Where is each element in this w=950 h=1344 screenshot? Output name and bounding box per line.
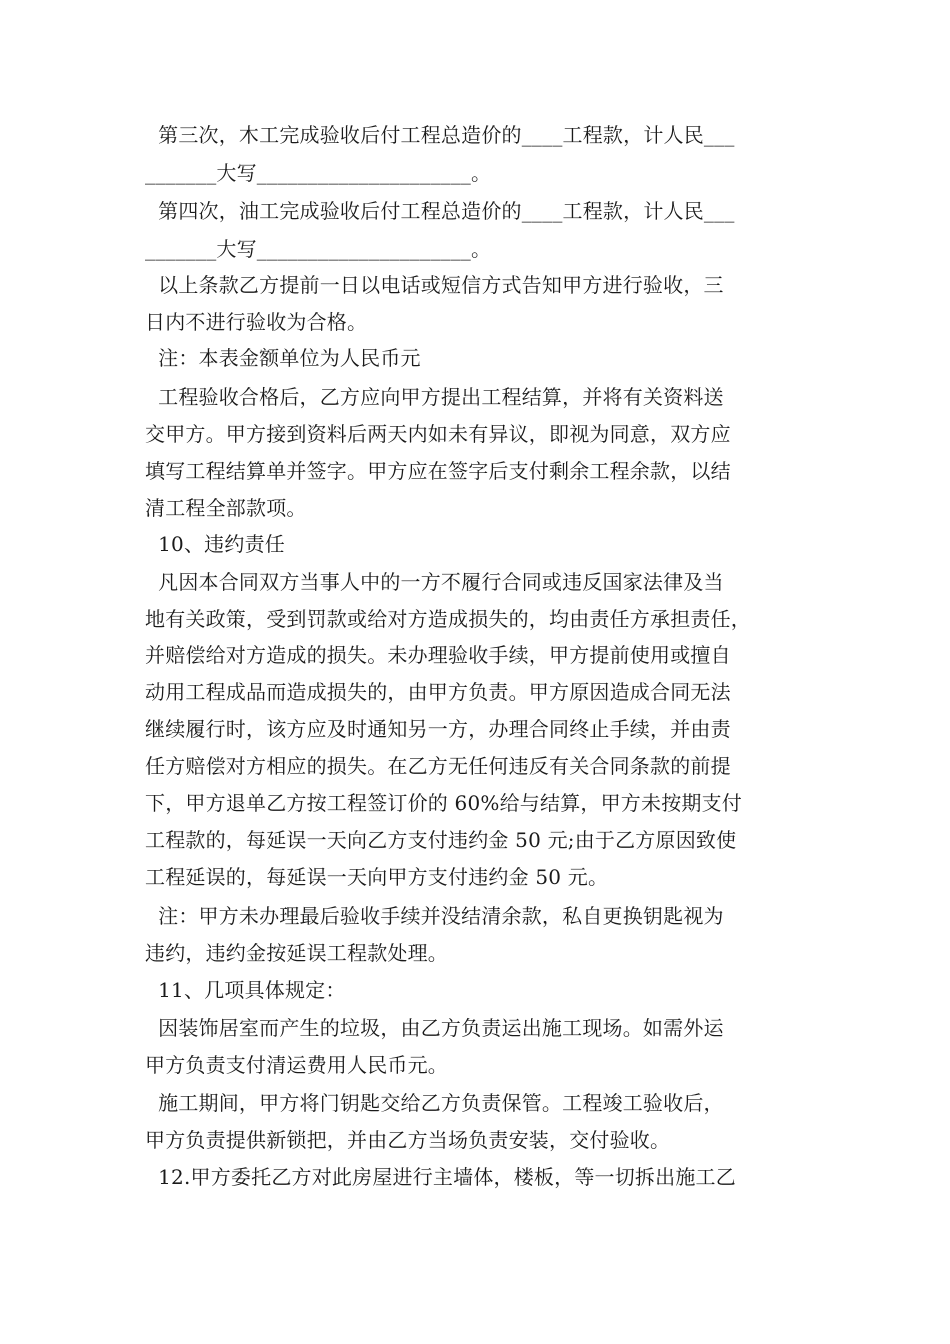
- text-line: 下，甲方退单乙方按工程签订价的 60%给与结算，甲方未按期支付: [145, 791, 743, 815]
- section-heading: 11、几项具体规定：: [145, 978, 346, 1002]
- text-line: 第四次，油工完成验收后付工程总造价的____工程款，计人民___: [145, 199, 735, 223]
- text-line: _______大写_____________________。: [145, 161, 492, 185]
- text-line: _______大写_____________________。: [145, 237, 492, 261]
- text-line: 工程延误的，每延误一天向甲方支付违约金 50 元。: [145, 865, 609, 889]
- text-line: 交甲方。甲方接到资料后两天内如未有异议，即视为同意，双方应: [145, 422, 731, 446]
- text-line: 第三次，木工完成验收后付工程总造价的____工程款，计人民___: [145, 123, 735, 147]
- text-line: 清工程全部款项。: [145, 496, 307, 520]
- text-line: 甲方负责支付清运费用人民币元。: [145, 1053, 448, 1077]
- text-line: 填写工程结算单并签字。甲方应在签字后支付剩余工程余款，以结: [145, 459, 731, 483]
- text-line: 地有关政策，受到罚款或给对方造成损失的，均由责任方承担责任，: [145, 607, 751, 631]
- section-heading: 10、违约责任: [145, 532, 285, 556]
- text-line: 继续履行时，该方应及时通知另一方，办理合同终止手续，并由责: [145, 717, 731, 741]
- text-line: 以上条款乙方提前一日以电话或短信方式告知甲方进行验收，三: [145, 273, 724, 297]
- text-line: 甲方负责提供新锁把，并由乙方当场负责安装，交付验收。: [145, 1128, 671, 1152]
- text-line: 并赔偿给对方造成的损失。未办理验收手续，甲方提前使用或擅自: [145, 643, 731, 667]
- text-line: 任方赔偿对方相应的损失。在乙方无任何违反有关合同条款的前提: [145, 754, 731, 778]
- text-line: 工程款的，每延误一天向乙方支付违约金 50 元;由于乙方原因致使: [145, 828, 737, 852]
- note-line: 注：本表金额单位为人民币元: [145, 346, 421, 370]
- text-line: 工程验收合格后，乙方应向甲方提出工程结算，并将有关资料送: [145, 385, 724, 409]
- section-heading: 12.甲方委托乙方对此房屋进行主墙体，楼板，等一切拆出施工乙: [145, 1165, 736, 1189]
- text-line: 动用工程成品而造成损失的，由甲方负责。甲方原因造成合同无法: [145, 680, 731, 704]
- text-line: 违约，违约金按延误工程款处理。: [145, 941, 448, 965]
- text-line: 凡因本合同双方当事人中的一方不履行合同或违反国家法律及当: [145, 570, 724, 594]
- text-line: 施工期间，甲方将门钥匙交给乙方负责保管。工程竣工验收后，: [145, 1091, 724, 1115]
- text-line: 日内不进行验收为合格。: [145, 310, 368, 334]
- text-line: 因装饰居室而产生的垃圾，由乙方负责运出施工现场。如需外运: [145, 1016, 724, 1040]
- note-line: 注：甲方未办理最后验收手续并没结清余款，私自更换钥匙视为: [145, 904, 724, 928]
